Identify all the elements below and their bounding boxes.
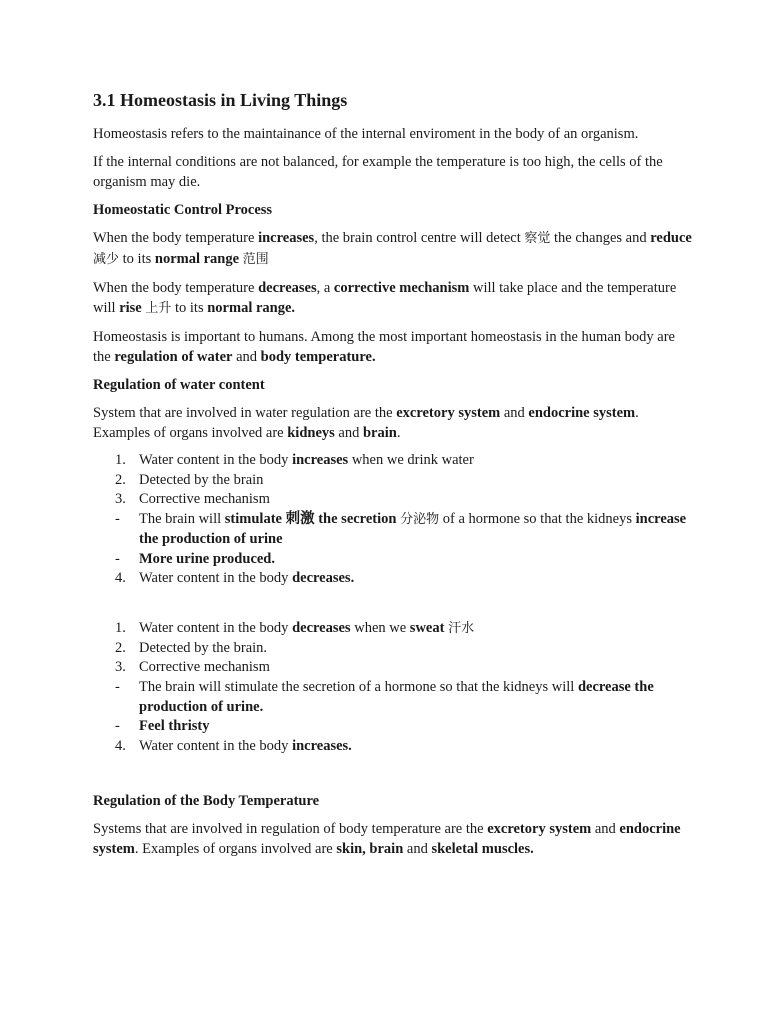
document-page <box>93 88 693 867</box>
paragraph-water-systems: System that are involved in water regulation are the excretory system and endocrine system. Examples of organs involved are kidneys and brain. <box>93 405 639 441</box>
heading-water-regulation: Regulation of water content <box>93 377 265 393</box>
list-item: 1. Water content in the body increases when we drink water <box>115 452 474 468</box>
list-item: 3. Corrective mechanism <box>115 491 270 508</box>
list-item: 4. Water content in the body decreases. <box>115 570 355 587</box>
water-decrease-list <box>93 619 693 757</box>
list-item: 2. Detected by the brain. <box>115 639 268 656</box>
list-item: 2. Detected by the brain <box>115 471 264 488</box>
intro-paragraph-1: Homeostasis refers to the maintainance of the internal enviroment in the body of an organism. <box>93 126 639 142</box>
heading-temperature-regulation: Regulation of the Body Temperature <box>93 792 320 809</box>
water-increase-list <box>93 451 693 589</box>
list-item: 3. Corrective mechanism <box>115 659 270 676</box>
list-item: - More urine produced. <box>115 550 276 567</box>
list-item: 4. Water content in the body increases. <box>115 738 352 755</box>
paragraph-temperature-increase: When the body temperature increases, the brain control centre will detect 察觉 the changes and reduce 减少 to its normal range 范围 <box>93 230 692 267</box>
list-item: - Feel thristy <box>115 718 210 735</box>
paragraph-temperature-decrease: When the body temperature decreases, a corrective mechanism will take place and the temperature will rise 上升 to its normal range. <box>93 280 677 316</box>
list-item: 1. Water content in the body decreases when we sweat 汗水 <box>115 619 475 636</box>
paragraph-homeostasis-importance: Homeostasis is important to humans. Among the most important homeostasis in the human body are the regulation of water and body temperature. <box>93 329 675 365</box>
list-item: - The brain will stimulate the secretion of a hormone so that the kidneys will decrease the production of urine. <box>115 679 654 715</box>
intro-paragraph-2: If the internal conditions are not balanced, for example the temperature is too high, the cells of the organism may die. <box>93 154 663 190</box>
spacer <box>93 757 693 791</box>
spacer <box>93 589 693 619</box>
paragraph-temperature-systems: Systems that are involved in regulation of body temperature are the excretory system and endocrine system. Examples of organs involved are skin, brain and skeletal muscles. <box>93 820 681 857</box>
heading-homeostatic-control: Homeostatic Control Process <box>93 202 273 218</box>
list-item: - The brain will stimulate 刺激 the secretion 分泌物 of a hormone so that the kidneys increase the production of urine <box>115 511 687 547</box>
page-title: 3.1 Homeostasis in Living Things <box>93 90 348 110</box>
